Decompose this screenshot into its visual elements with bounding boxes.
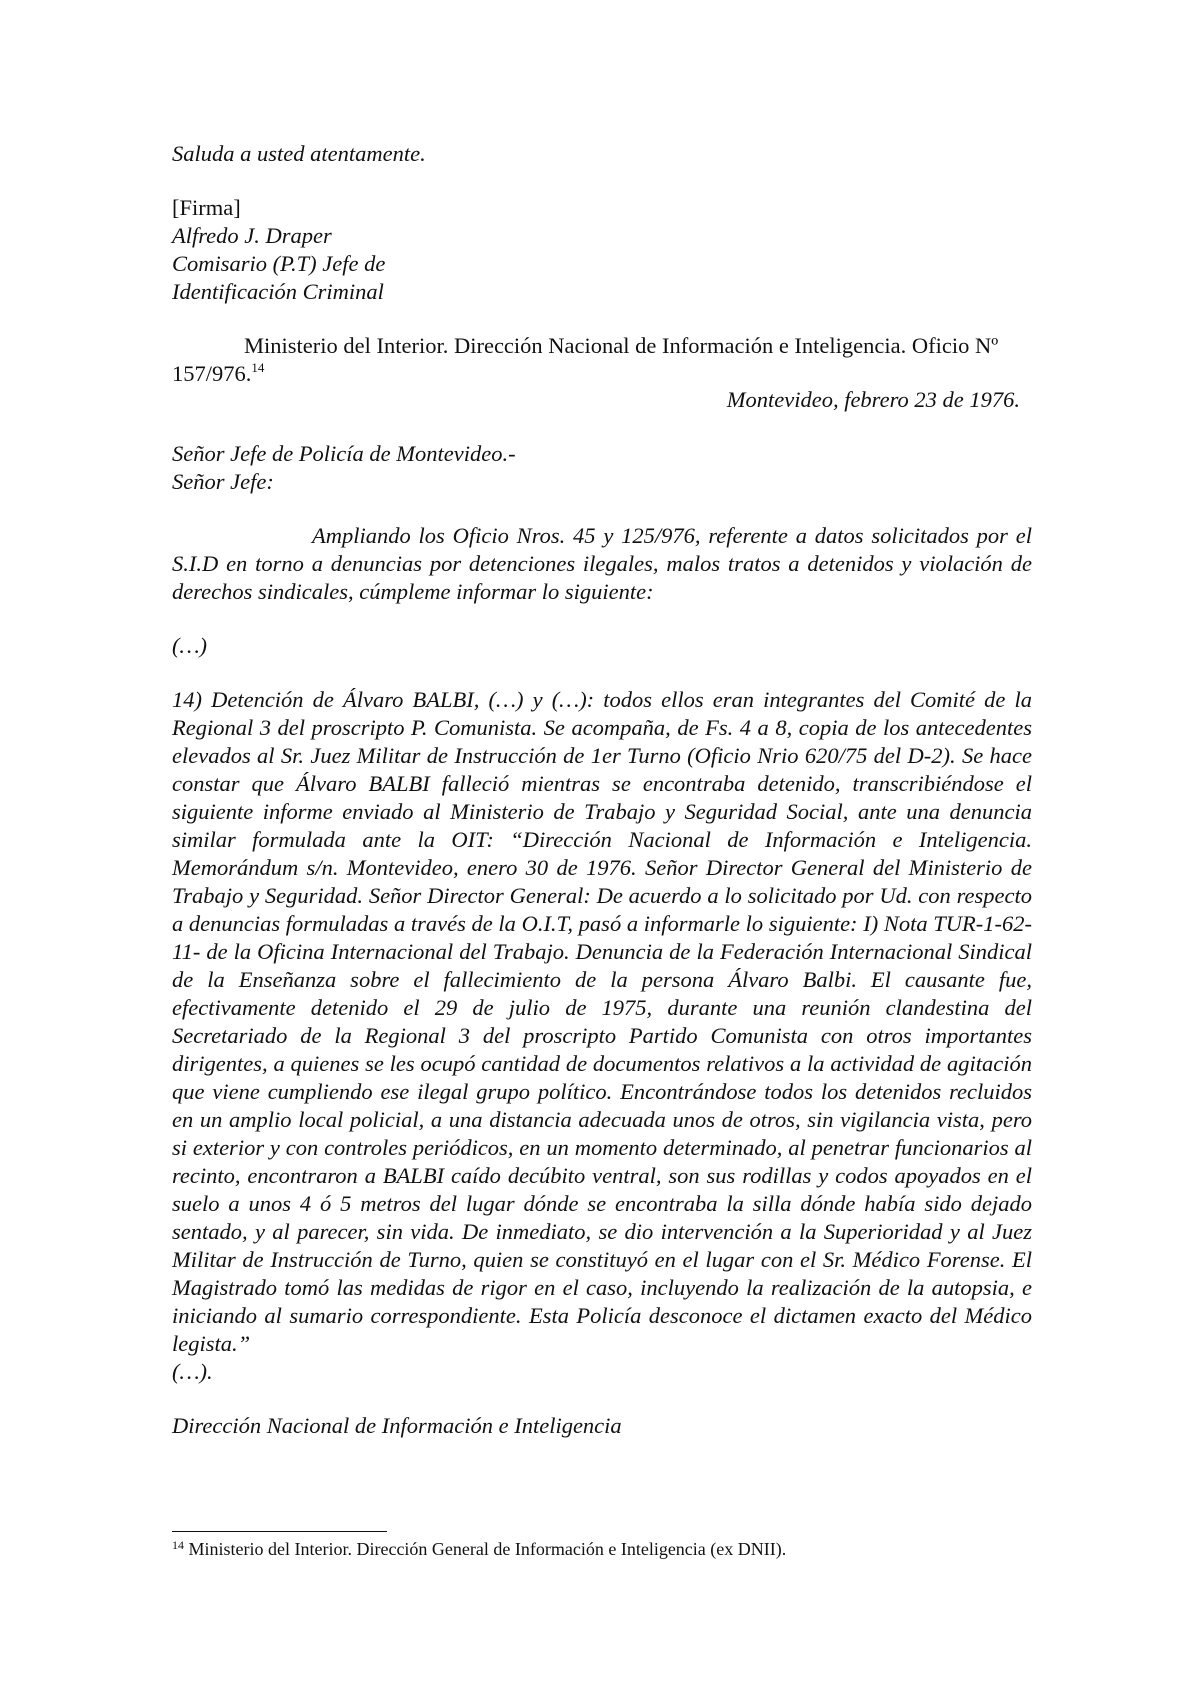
signature-block (172, 194, 1032, 306)
item-14-paragraph: 14) Detención de Álvaro BALBI, (…) y (…): todos ellos eran integrantes del Comité de la Regional 3 del proscripto P. Comunista. Se acompaña, de Fs. 4 a 8, copia de los antecedentes elevados al Sr. Juez Militar de Instrucción de 1er Turno (Oficio Nrio 620/75 del D-2). Se hace constar que Álvaro BALBI falleció mientras se encontraba detenido, transcribiéndose el siguiente informe enviado al Ministerio de Trabajo y Seguridad Social, ante una denuncia similar formulada ante la OIT: “Dirección Nacional de Información e Inteligencia. Memorándum s/n. Montevideo, enero 30 de 1976. Señor Director General del Ministerio de Trabajo y Seguridad. Señor Director General: De acuerdo a lo solicitado por Ud. con respecto a denuncias formuladas a través de la O.I.T, pasó a informarle lo siguiente: I) Nota TUR-1-62-11- de la Oficina Internacional del Trabajo. Denuncia de la Federación Internacional Sindical de la Enseñanza sobre el fallecimiento de la persona Álvaro Balbi. El causante fue, efectivamente detenido el 29 de julio de 1975, durante una reunión clandestina del Secretariado de la Regional 3 del proscripto Partido Comunista con otros importantes dirigentes, a quienes se les ocupó cantidad de documentos relativos a la actividad de agitación que viene cumpliendo ese ilegal grupo político. Encontrándose todos los detenidos recluidos en un amplio local policial, a una distancia adecuada unos de otros, sin vigilancia vista, pero si exterior y con controles periódicos, en un momento determinado, al penetrar funcionarios al recinto, encontraron a BALBI caído decúbito ventral, son sus rodillas y codos apoyados en el suelo a unos 4 ó 5 metros del lugar dónde se encontraba la silla dónde había sido dejado sentado, y al parecer, sin vida. De inmediato, se dio intervención a la Superioridad y al Juez Militar de Instrucción de Turno, quien se constituyó en el lugar con el Sr. Médico Forense. El Magistrado tomó las medidas de rigor en el caso, incluyendo la realización de la autopsia, e iniciando al sumario correspondiente. Esta Policía desconoce el dictamen exacto del Médico legista.” (172, 687, 1032, 1356)
addressee-line-2: Señor Jefe: (172, 469, 274, 494)
footnote-reference: 14 (251, 360, 265, 375)
intro-paragraph: Ampliando los Oficio Nros. 45 y 125/976, referente a datos solicitados por el S.I.D en torno a denuncias por detenciones ilegales, malos tratos a detenidos y violación de derechos sindicales, cúmpleme informar lo siguiente: (172, 523, 1032, 604)
oficio-date: Montevideo, febrero 23 de 1976. (726, 387, 1020, 412)
footnote-number: 14 (172, 1538, 184, 1552)
sign-off: Dirección Nacional de Información e Inteligencia (172, 1413, 622, 1438)
document-page (172, 140, 1032, 1440)
addressee-line-1: Señor Jefe de Policía de Montevideo.- (172, 441, 516, 466)
ellipsis-marker-end: (…). (172, 1359, 213, 1384)
footnote-text: Ministerio del Interior. Dirección General de Información e Inteligencia (ex DNII). (188, 1539, 787, 1559)
oficio-heading (172, 332, 1032, 388)
footnote-separator (172, 1531, 387, 1532)
signer-title-line-1: Comisario (P.T) Jefe de (172, 251, 386, 276)
signer-title-line-2: Identificación Criminal (172, 279, 384, 304)
signature-mark: [Firma] (172, 195, 241, 220)
oficio-heading-text: Ministerio del Interior. Dirección Nacional de Información e Inteligencia. Oficio Nº 157/976. (172, 333, 999, 386)
footnote (172, 1537, 1032, 1561)
ellipsis-marker: (…) (172, 633, 207, 658)
addressee-block (172, 440, 1032, 496)
signer-name: Alfredo J. Draper (172, 223, 332, 248)
closing-line: Saluda a usted atentamente. (172, 141, 426, 166)
